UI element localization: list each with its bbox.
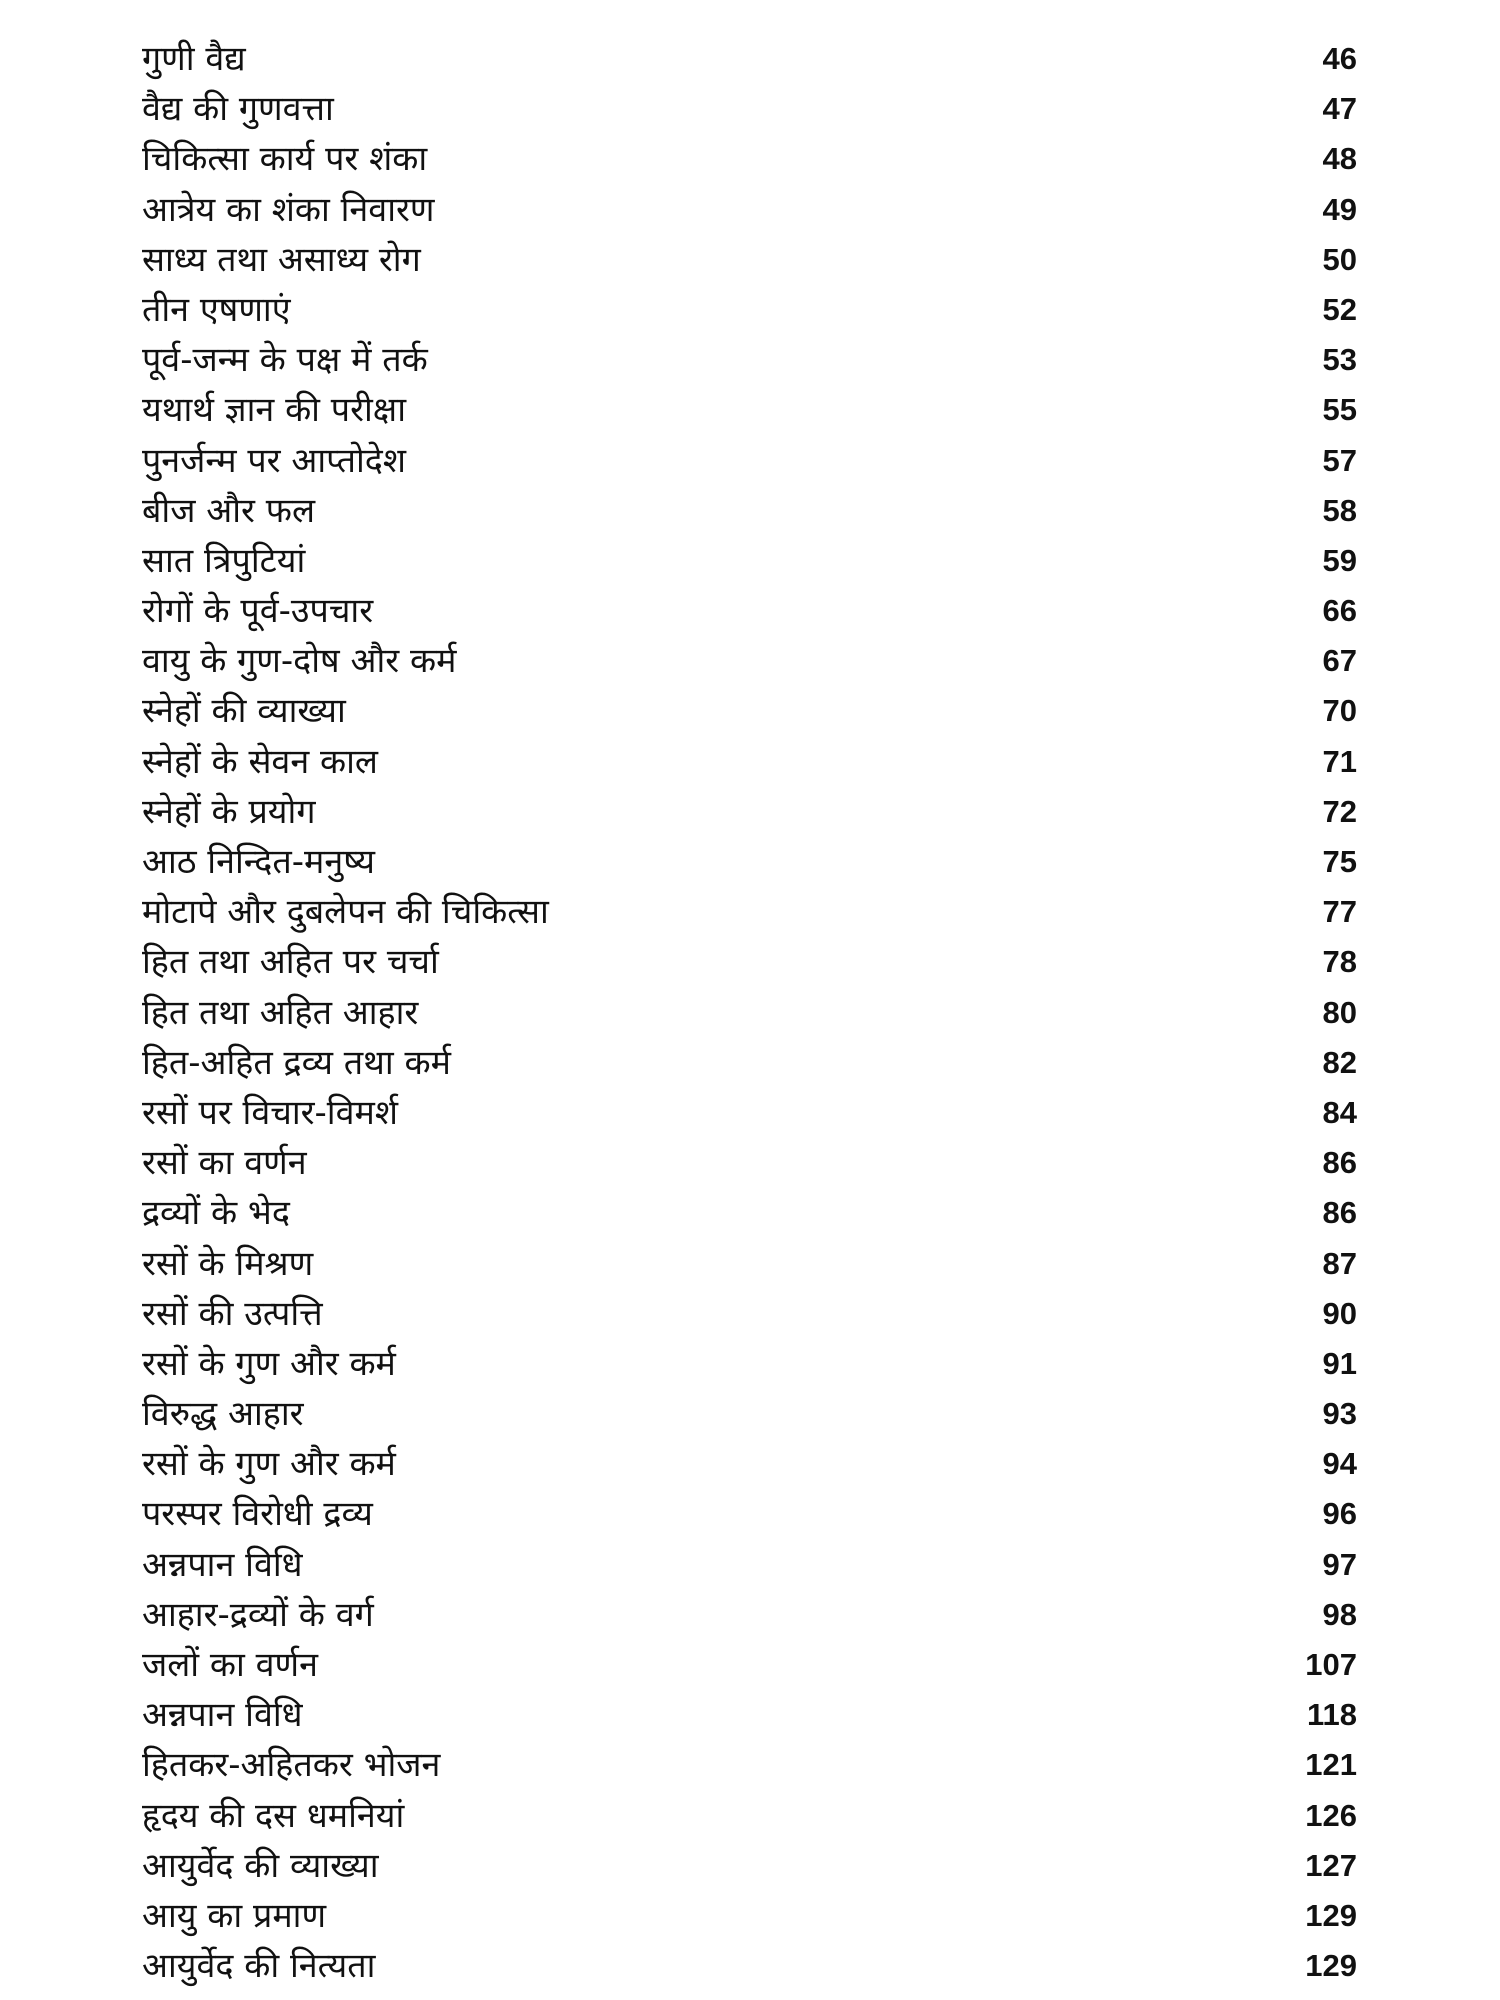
toc-entry — [142, 1489, 1357, 1539]
toc-entry-title: हित तथा अहित आहार — [142, 992, 419, 1033]
toc-entry-title: वैद्य की गुणवत्ता — [142, 89, 334, 130]
toc-entry-page-number: 118 — [1306, 1697, 1357, 1733]
toc-entry-title: स्नेहों के प्रयोग — [142, 791, 316, 832]
toc-entry-page-number: 55 — [1322, 392, 1357, 428]
toc-entry — [142, 887, 1357, 937]
toc-entry-page-number: 78 — [1322, 944, 1357, 980]
toc-entry-title: परस्पर विरोधी द्रव्य — [142, 1494, 373, 1535]
toc-entry — [142, 1540, 1357, 1590]
toc-entry-page-number: 46 — [1322, 41, 1357, 76]
toc-entry — [142, 486, 1357, 536]
toc-entry-title: हित तथा अहित पर चर्चा — [142, 942, 439, 983]
toc-entry-title: गुणी वैद्य — [142, 39, 246, 79]
toc-entry-title: साध्य तथा असाध्य रोग — [142, 239, 421, 280]
toc-entry-title: हृदय की दस धमनियां — [142, 1795, 405, 1836]
toc-entry-page-number: 91 — [1322, 1345, 1357, 1381]
toc-entry-page-number: 94 — [1322, 1446, 1357, 1482]
toc-entry-title: रसों के मिश्रण — [142, 1243, 314, 1284]
toc-entry-page-number: 67 — [1322, 643, 1357, 679]
toc-entry-title: अन्नपान विधि — [142, 1544, 303, 1585]
toc-entry — [142, 1088, 1357, 1138]
toc-entry — [142, 586, 1357, 636]
table-of-contents — [142, 34, 1357, 1991]
toc-entry-title: रसों का वर्णन — [142, 1143, 307, 1184]
toc-entry-title: आहार-द्रव्यों के वर्ग — [142, 1594, 374, 1635]
toc-entry-page-number: 98 — [1322, 1596, 1357, 1632]
toc-entry — [142, 988, 1357, 1038]
toc-entry — [142, 84, 1357, 134]
toc-entry-title: वायु के गुण-दोष और कर्म — [142, 641, 457, 682]
toc-entry — [142, 1389, 1357, 1439]
toc-entry — [142, 536, 1357, 586]
toc-entry-title: आयुर्वेद की व्याख्या — [142, 1845, 379, 1886]
toc-entry-page-number: 50 — [1322, 241, 1357, 277]
toc-entry — [142, 737, 1357, 787]
toc-entry — [142, 1640, 1357, 1690]
toc-entry — [142, 1841, 1357, 1891]
toc-entry — [142, 1740, 1357, 1790]
toc-entry-title: पुनर्जन्म पर आप्तोदेश — [142, 440, 406, 481]
toc-entry — [142, 1690, 1357, 1740]
toc-entry-page-number: 86 — [1322, 1195, 1357, 1231]
toc-entry-page-number: 49 — [1322, 191, 1357, 227]
toc-entry-page-number: 66 — [1322, 593, 1357, 629]
toc-entry-title: स्नेहों की व्याख्या — [142, 691, 346, 732]
toc-entry-page-number: 129 — [1305, 1948, 1357, 1984]
toc-entry — [142, 34, 1357, 84]
toc-entry-page-number: 87 — [1322, 1245, 1357, 1281]
toc-entry-page-number: 90 — [1322, 1295, 1357, 1331]
toc-entry-page-number: 48 — [1322, 141, 1357, 177]
toc-entry — [142, 1188, 1357, 1238]
toc-entry-page-number: 82 — [1322, 1044, 1357, 1080]
toc-entry — [142, 1339, 1357, 1389]
toc-entry-page-number: 80 — [1322, 994, 1357, 1030]
toc-entry-title: सात त्रिपुटियां — [142, 540, 306, 581]
toc-entry — [142, 1038, 1357, 1088]
toc-entry-title: विरुद्ध आहार — [142, 1394, 304, 1435]
toc-entry-title: रसों के गुण और कर्म — [142, 1444, 396, 1485]
toc-entry-page-number: 70 — [1322, 693, 1357, 729]
toc-entry — [142, 787, 1357, 837]
toc-entry-title: पूर्व-जन्म के पक्ष में तर्क — [142, 340, 428, 381]
toc-entry-title: यथार्थ ज्ञान की परीक्षा — [142, 390, 406, 431]
toc-entry — [142, 235, 1357, 285]
toc-entry-page-number: 71 — [1322, 743, 1357, 779]
toc-entry-page-number: 86 — [1322, 1145, 1357, 1181]
toc-entry — [142, 436, 1357, 486]
toc-entry-page-number: 93 — [1322, 1396, 1357, 1432]
toc-entry — [142, 1590, 1357, 1640]
toc-entry-page-number: 96 — [1322, 1496, 1357, 1532]
toc-entry-title: आयुर्वेद की नित्यता — [142, 1946, 376, 1987]
toc-entry-title: आठ निन्दित-मनुष्य — [142, 842, 375, 882]
toc-entry-page-number: 59 — [1322, 542, 1357, 578]
toc-entry — [142, 1138, 1357, 1188]
toc-entry-page-number: 77 — [1322, 894, 1357, 930]
toc-entry-page-number: 107 — [1305, 1647, 1357, 1682]
toc-entry-page-number: 47 — [1322, 91, 1357, 127]
toc-entry-page-number: 52 — [1322, 291, 1357, 327]
toc-entry-title: हितकर-अहितकर भोजन — [142, 1745, 441, 1786]
toc-entry-page-number: 129 — [1305, 1897, 1357, 1933]
toc-entry — [142, 285, 1357, 335]
toc-entry-title: आत्रेय का शंका निवारण — [142, 189, 435, 230]
toc-entry-page-number: 53 — [1322, 342, 1357, 378]
toc-entry — [142, 335, 1357, 385]
toc-entry-page-number: 84 — [1322, 1094, 1357, 1130]
toc-entry-title: द्रव्यों के भेद — [142, 1193, 290, 1234]
toc-entry-page-number: 127 — [1305, 1847, 1357, 1883]
toc-entry — [142, 1891, 1357, 1941]
toc-entry-page-number: 97 — [1322, 1546, 1357, 1582]
toc-entry-page-number: 72 — [1322, 793, 1357, 829]
toc-entry — [142, 385, 1357, 435]
toc-entry-title: जलों का वर्णन — [142, 1645, 318, 1685]
toc-entry — [142, 937, 1357, 987]
toc-entry-title: मोटापे और दुबलेपन की चिकित्सा — [142, 892, 549, 933]
toc-entry-page-number: 57 — [1322, 442, 1357, 478]
toc-entry-title: तीन एषणाएं — [142, 289, 291, 330]
toc-entry — [142, 1289, 1357, 1339]
toc-entry-title: रोगों के पूर्व-उपचार — [142, 591, 374, 632]
toc-entry-title: हित-अहित द्रव्य तथा कर्म — [142, 1042, 451, 1083]
toc-entry-title: बीज और फल — [142, 490, 316, 531]
toc-entry — [142, 636, 1357, 686]
toc-entry-title: रसों पर विचार-विमर्श — [142, 1092, 398, 1133]
toc-entry — [142, 686, 1357, 736]
toc-entry — [142, 185, 1357, 235]
toc-entry — [142, 1439, 1357, 1489]
toc-entry-page-number: 58 — [1322, 492, 1357, 528]
toc-entry — [142, 837, 1357, 887]
toc-entry — [142, 1239, 1357, 1289]
toc-entry-page-number: 75 — [1322, 844, 1357, 879]
toc-entry-title: चिकित्सा कार्य पर शंका — [142, 139, 428, 180]
toc-entry — [142, 134, 1357, 184]
toc-entry-title: स्नेहों के सेवन काल — [142, 741, 378, 782]
toc-entry-title: अन्नपान विधि — [142, 1695, 303, 1736]
toc-entry — [142, 1791, 1357, 1841]
toc-entry-title: रसों के गुण और कर्म — [142, 1343, 396, 1384]
toc-entry-page-number: 121 — [1305, 1747, 1357, 1783]
toc-entry-page-number: 126 — [1305, 1797, 1357, 1833]
toc-entry-title: आयु का प्रमाण — [142, 1895, 327, 1936]
toc-entry — [142, 1941, 1357, 1991]
toc-entry-title: रसों की उत्पत्ति — [142, 1293, 323, 1334]
